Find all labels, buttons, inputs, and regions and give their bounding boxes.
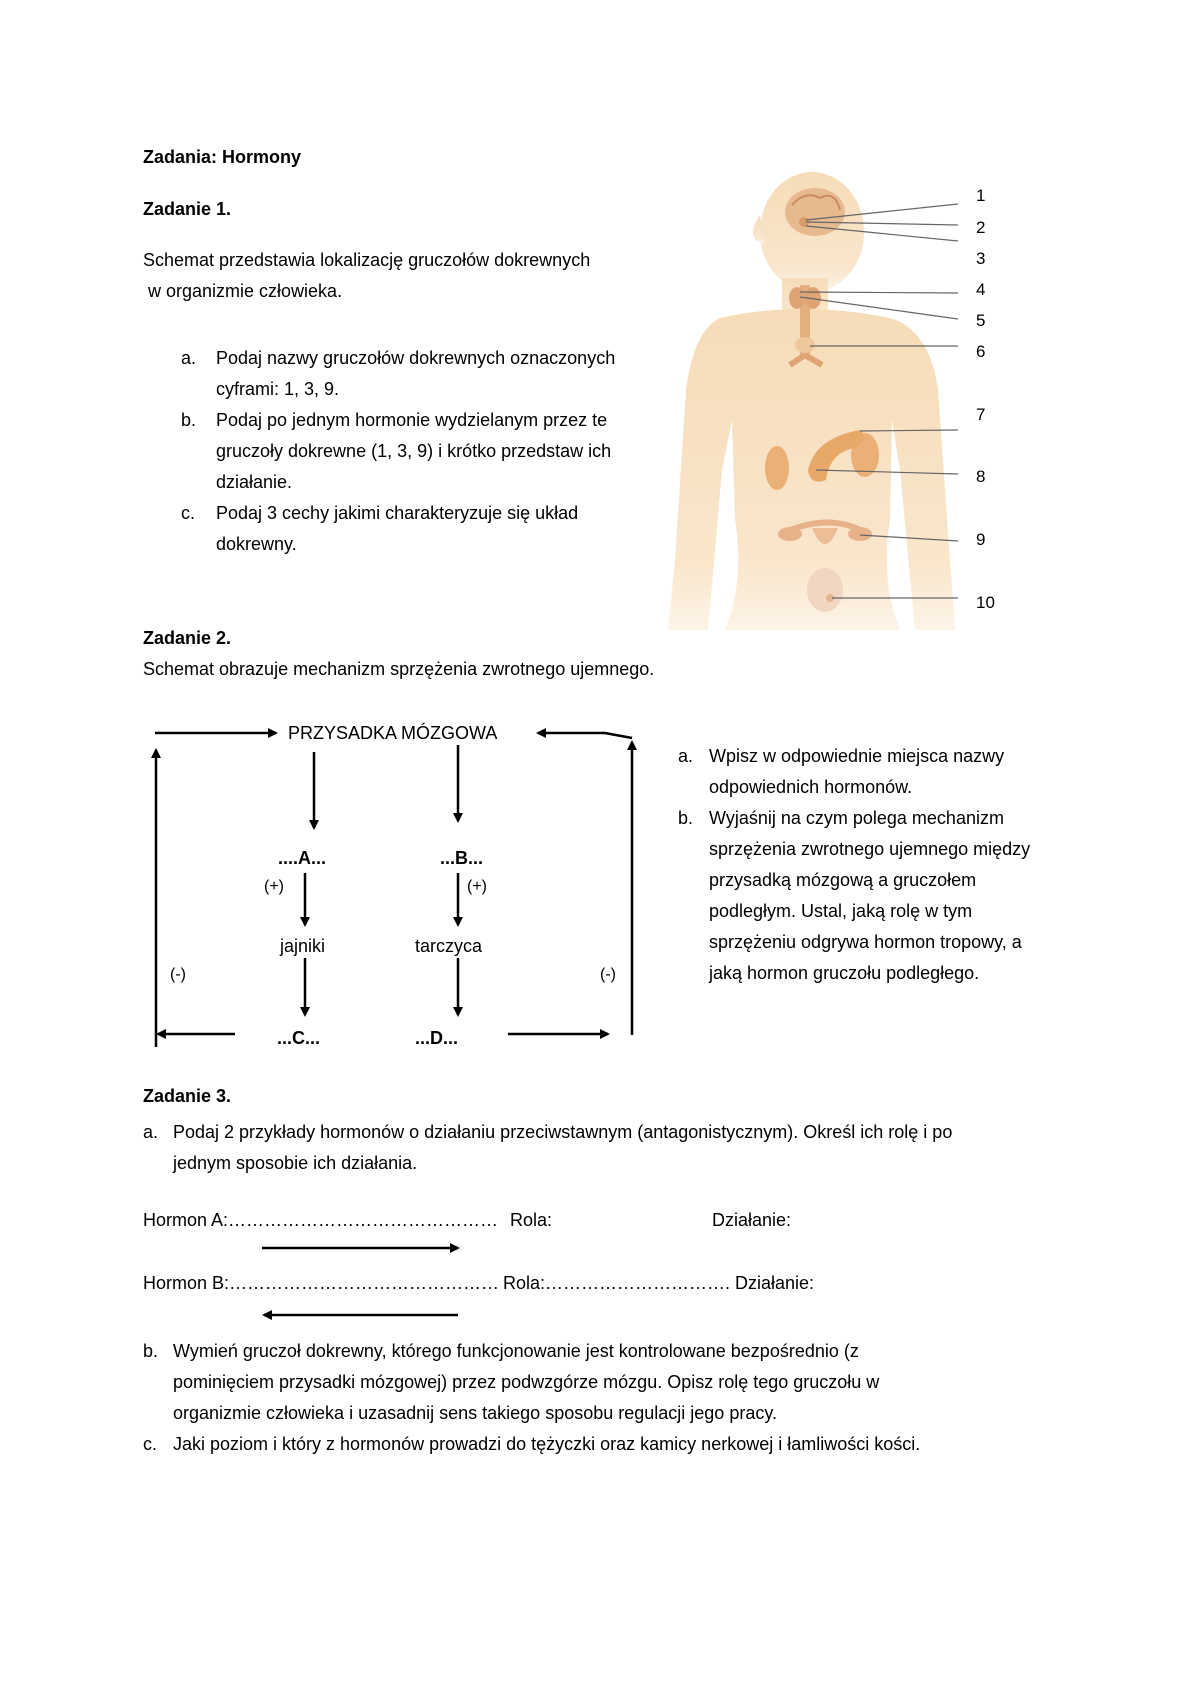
diagram-gland-ovaries: jajniki: [280, 936, 326, 956]
diagram-plus-left: (+): [264, 878, 284, 895]
thyroid-illustration: [789, 285, 822, 365]
task3-item-b-line2: pominięciem przysadki mózgowej) przez podwzgórze mózgu. Opisz rolę tego gruczołu w: [173, 1372, 880, 1392]
figure-number-4: 4: [976, 280, 986, 299]
hormon-a-field: Hormon A:………………………………………: [143, 1210, 499, 1230]
task1-heading: Zadanie 1.: [143, 199, 232, 219]
task3-item-a-line1: Podaj 2 przykłady hormonów o działaniu przeciwstawnym (antagonistycznym). Określ ich rolę i po: [173, 1122, 953, 1142]
task1-item-a-line2: cyframi: 1, 3, 9.: [216, 379, 340, 399]
figure-number-1: 1: [976, 186, 986, 205]
body-silhouette: [668, 172, 955, 630]
diagram-hormone-b: ...B...: [440, 848, 484, 868]
task1-intro-line1: Schemat przedstawia lokalizację gruczołów dokrewnych: [143, 250, 591, 270]
figure-number-7: 7: [976, 405, 986, 424]
task3-item-a-line2: jednym sposobie ich działania.: [173, 1153, 418, 1173]
task2-item-b-line4: podległym. Ustal, jaką rolę w tym: [709, 901, 973, 921]
task3-item-a-label: a.: [143, 1122, 159, 1142]
task2-item-a-line1: Wpisz w odpowiednie miejsca nazwy: [709, 746, 1005, 766]
task1-item-b-line1: Podaj po jednym hormonie wydzielanym przez te: [216, 410, 608, 430]
rola-b-field: Rola:…………………………. Działanie:: [503, 1273, 815, 1293]
task1-item-c-line1: Podaj 3 cechy jakimi charakteryzuje się układ: [216, 503, 579, 523]
task1-item-c-line2: dokrewny.: [216, 534, 297, 554]
task1-item-c-label: c.: [181, 503, 196, 523]
figure-number-10: 10: [976, 593, 995, 612]
diagram-hormone-d: ...D...: [415, 1028, 459, 1048]
abdominal-glands-illustration: [765, 430, 879, 490]
diagram-plus-right: (+): [467, 878, 487, 895]
figure-number-8: 8: [976, 467, 986, 486]
figure-number-3: 3: [976, 249, 986, 268]
hormon-b-field: Hormon B:………………………………………: [143, 1273, 500, 1293]
task3-item-b-label: b.: [143, 1341, 159, 1361]
task3-item-c-line1: Jaki poziom i który z hormonów prowadzi do tężyczki oraz kamicy nerkowej i łamliwości kości.: [173, 1434, 921, 1454]
figure-number-5: 5: [976, 311, 986, 330]
diagram-minus-left: (-): [170, 966, 186, 983]
figure-label-lines: [800, 204, 958, 598]
task2-intro: Schemat obrazuje mechanizm sprzężenia zwrotnego ujemnego.: [143, 659, 655, 679]
task1-item-b-label: b.: [181, 410, 197, 430]
task3-item-b-line3: organizmie człowieka i uzasadnij sens takiego sposobu regulacji jego pracy.: [173, 1403, 777, 1423]
task2-item-b-line3: przysadką mózgową a gruczołem: [709, 870, 977, 890]
brain-illustration: [785, 188, 845, 236]
task2-item-b-line6: jaką hormon gruczołu podległego.: [709, 963, 980, 983]
rola-a-label: Rola:: [510, 1210, 553, 1230]
figure-number-2: 2: [976, 218, 986, 237]
task1-item-a-line1: Podaj nazwy gruczołów dokrewnych oznaczonych: [216, 348, 616, 368]
task2-item-b-line1: Wyjaśnij na czym polega mechanizm: [709, 808, 1004, 828]
task2-item-a-label: a.: [678, 746, 694, 766]
task2-heading: Zadanie 2.: [143, 628, 232, 648]
dzialanie-a-label: Działanie:: [712, 1210, 792, 1230]
figure-number-9: 9: [976, 530, 986, 549]
figure-number-6: 6: [976, 342, 986, 361]
task2-item-b-line2: sprzężenia zwrotnego ujemnego między: [709, 839, 1031, 859]
task1-intro-line2: w organizmie człowieka.: [148, 281, 343, 301]
task1-item-a-label: a.: [181, 348, 197, 368]
page-title: Zadania: Hormony: [143, 147, 302, 167]
task2-item-b-label: b.: [678, 808, 694, 828]
diagram-pituitary: PRZYSADKA MÓZGOWA: [288, 723, 498, 743]
task2-item-a-line2: odpowiednich hormonów.: [709, 777, 913, 797]
task3-item-c-label: c.: [143, 1434, 158, 1454]
task3-heading: Zadanie 3.: [143, 1086, 232, 1106]
task1-item-b-line3: działanie.: [216, 472, 293, 492]
arrow-right-connector: [605, 733, 632, 738]
task2-item-b-line5: sprzężeniu odgrywa hormon tropowy, a: [709, 932, 1022, 952]
reproductive-illustration: [778, 523, 872, 613]
diagram-gland-thyroid: tarczyca: [415, 936, 483, 956]
diagram-minus-right: (-): [600, 966, 616, 983]
diagram-hormone-c: ...C...: [277, 1028, 321, 1048]
task3-item-b-line1: Wymień gruczoł dokrewny, którego funkcjonowanie jest kontrolowane bezpośrednio (z: [173, 1341, 859, 1361]
diagram-hormone-a: ....A...: [278, 848, 327, 868]
task1-item-b-line2: gruczoły dokrewne (1, 3, 9) i krótko przedstaw ich: [216, 441, 612, 461]
